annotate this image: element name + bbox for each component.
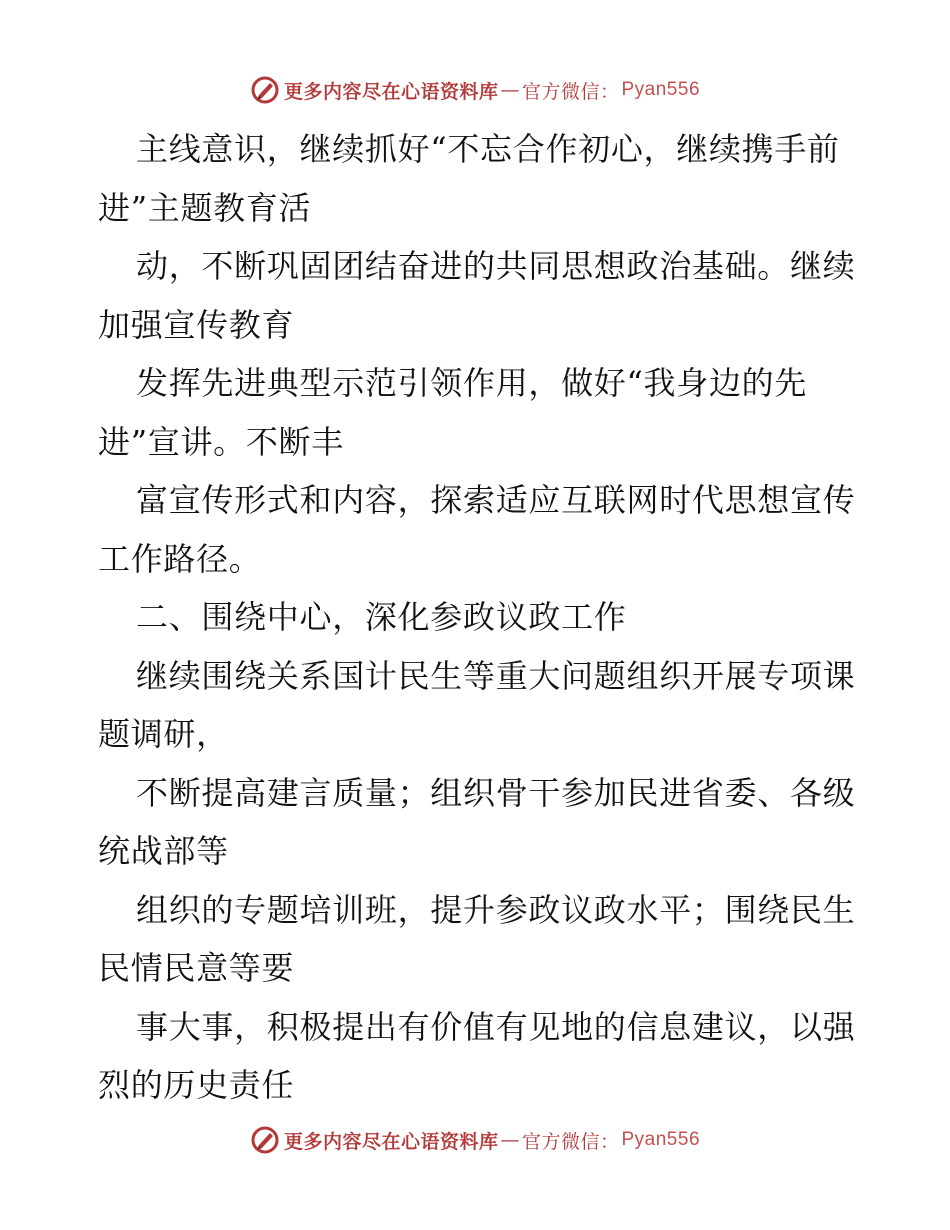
footer-watermark bbox=[0, 1123, 950, 1157]
watermark-site-text: 更多内容尽在心语资料库 bbox=[283, 1130, 499, 1153]
watermark-wechat-id: Pyan556 bbox=[621, 79, 701, 100]
watermark-wechat-id: Pyan556 bbox=[621, 1129, 701, 1150]
watermark-label: 官方微信： bbox=[521, 80, 620, 103]
watermark-dash: — bbox=[500, 1129, 520, 1151]
watermark-dash: — bbox=[500, 79, 520, 101]
watermark-site-text: 更多内容尽在心语资料库 bbox=[283, 80, 499, 103]
paragraph: 事大事，积极提出有价值有见地的信息建议，以强烈的历史责任 bbox=[98, 1007, 856, 1104]
paragraph: 动，不断巩固团结奋进的共同思想政治基础。继续加强宣传教育 bbox=[98, 247, 856, 344]
section-heading: 二、围绕中心，深化参政议政工作 bbox=[136, 598, 627, 636]
header-watermark bbox=[0, 73, 950, 107]
watermark-label: 官方微信： bbox=[521, 1130, 620, 1153]
paragraph: 发挥先进典型示范引领作用，做好“我身边的先进”宣讲。不断丰 bbox=[98, 364, 808, 461]
paragraph: 富宣传形式和内容，探索适应互联网时代思想宣传工作路径。 bbox=[98, 481, 856, 578]
paragraph: 继续围绕关系国计民生等重大问题组织开展专项课题调研， bbox=[98, 656, 856, 753]
paragraph: 主线意识，继续抓好“不忘合作初心，继续携手前进”主题教育活 bbox=[98, 130, 840, 227]
paragraph: 不断提高建言质量；组织骨干参加民进省委、各级统战部等 bbox=[98, 773, 856, 870]
pen-circle-logo-icon bbox=[250, 1125, 280, 1155]
document-body bbox=[98, 120, 858, 1115]
pen-circle-logo-icon bbox=[250, 75, 280, 105]
paragraph: 组织的专题培训班，提升参政议政水平；围绕民生民情民意等要 bbox=[98, 890, 856, 987]
